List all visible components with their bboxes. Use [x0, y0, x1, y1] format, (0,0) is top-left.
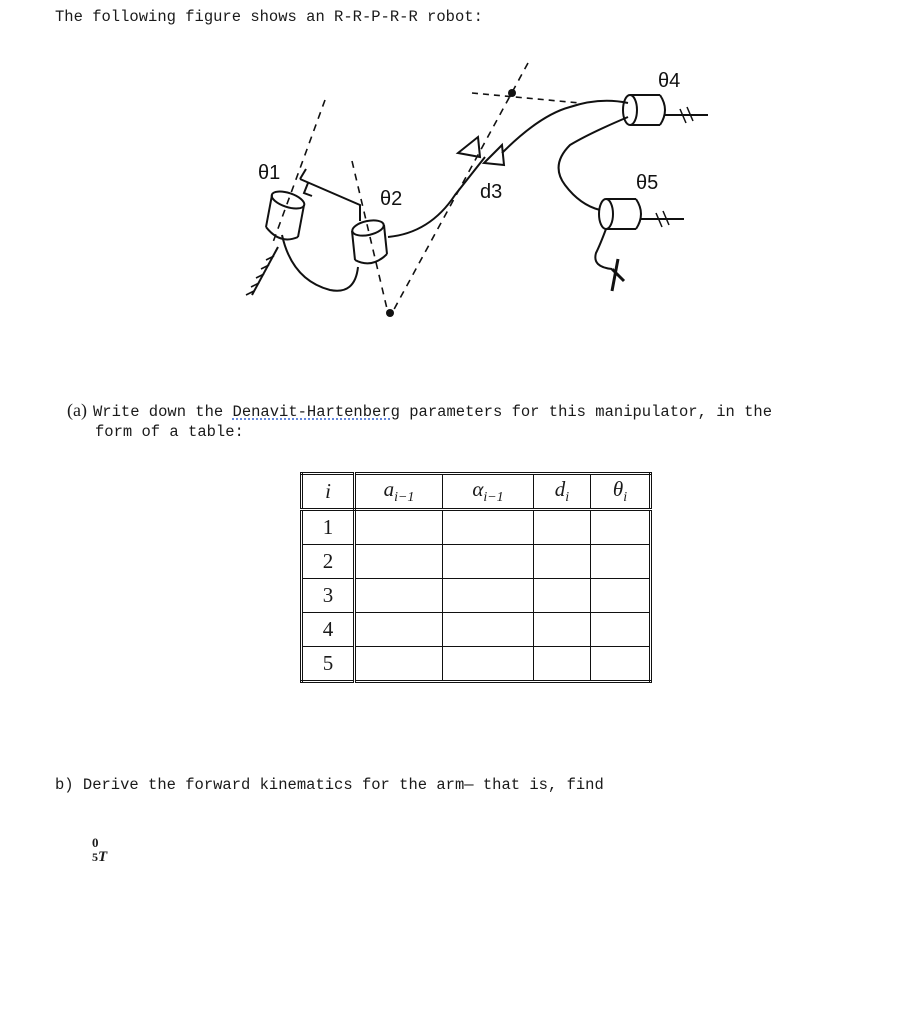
table-cell[interactable] [355, 545, 443, 579]
ground-line [252, 247, 278, 295]
joint-2-cylinder [351, 218, 387, 264]
link-1 [300, 179, 360, 221]
joint-1-cylinder [266, 188, 306, 239]
theta5-label: θ5 [636, 172, 659, 194]
link-4 [559, 117, 628, 210]
table-row [302, 510, 651, 545]
part-a-label: (a) [67, 400, 87, 420]
robot-figure [240, 55, 710, 345]
table-cell[interactable] [534, 545, 591, 579]
table-row [302, 613, 651, 647]
table-cell[interactable] [534, 510, 591, 545]
table-cell[interactable] [591, 579, 651, 613]
row-index: 3 [302, 579, 355, 613]
table-cell[interactable] [355, 579, 443, 613]
theta4-label: θ4 [658, 70, 681, 92]
end-effector [612, 259, 624, 291]
table-row [302, 579, 651, 613]
transform-symbol: T [98, 849, 108, 865]
joint-5-cylinder [599, 199, 684, 229]
link-3 [502, 101, 628, 153]
header-alpha: $\alpha_{i-1}$ [443, 474, 534, 510]
part-a-line1 [67, 400, 907, 422]
axis-point-bottom [386, 309, 394, 317]
theta1-label: θ1 [258, 162, 281, 184]
transform-subscript: 5 [92, 850, 98, 864]
transform-superscript: 0 [92, 835, 99, 850]
table-cell[interactable] [591, 613, 651, 647]
table-cell[interactable] [443, 510, 534, 545]
header-a: $a_{i-1}$ [355, 474, 443, 510]
transform-notation [92, 836, 107, 864]
part-a-line2: form of a table: [95, 423, 244, 441]
d3-label: d3 [480, 181, 503, 203]
table-cell[interactable] [443, 613, 534, 647]
part-b-question: b) Derive the forward kinematics for the arm— that is, find [55, 776, 604, 794]
table-cell[interactable] [534, 613, 591, 647]
table-cell[interactable] [355, 647, 443, 682]
header-theta: $\theta_i$ [591, 474, 651, 510]
table-cell[interactable] [443, 545, 534, 579]
row-index: 5 [302, 647, 355, 682]
header-i: i [302, 474, 355, 510]
table-cell[interactable] [591, 510, 651, 545]
dh-parameter-table [300, 472, 652, 683]
link-1-cable [282, 235, 358, 291]
table-row [302, 545, 651, 579]
intro-text: The following figure shows an R-R-P-R-R robot: [55, 8, 483, 26]
part-a-question [67, 400, 907, 442]
table-header-row [302, 474, 651, 510]
end-effector-cable [595, 229, 612, 269]
part-a-text-before: Write down the [92, 403, 233, 421]
theta2-label: θ2 [380, 188, 403, 210]
table-row [302, 647, 651, 682]
right-angle-marker [304, 183, 312, 196]
row-index: 2 [302, 545, 355, 579]
part-a-text-after: parameters for this manipulator, in the [399, 403, 773, 421]
table-cell[interactable] [355, 613, 443, 647]
header-d: $d_i$ [534, 474, 591, 510]
table-cell[interactable] [534, 647, 591, 682]
dh-term: Denavit-Hartenberg [232, 403, 400, 421]
row-index: 1 [302, 510, 355, 545]
table-cell[interactable] [534, 579, 591, 613]
axis-point-top [508, 89, 516, 97]
table-cell[interactable] [443, 647, 534, 682]
axis-3-cross [472, 93, 580, 103]
table-cell[interactable] [591, 647, 651, 682]
joint-4-cylinder [623, 95, 708, 125]
axis-2 [352, 161, 388, 313]
row-index: 4 [302, 613, 355, 647]
table-cell[interactable] [355, 510, 443, 545]
table-cell[interactable] [591, 545, 651, 579]
table-cell[interactable] [443, 579, 534, 613]
